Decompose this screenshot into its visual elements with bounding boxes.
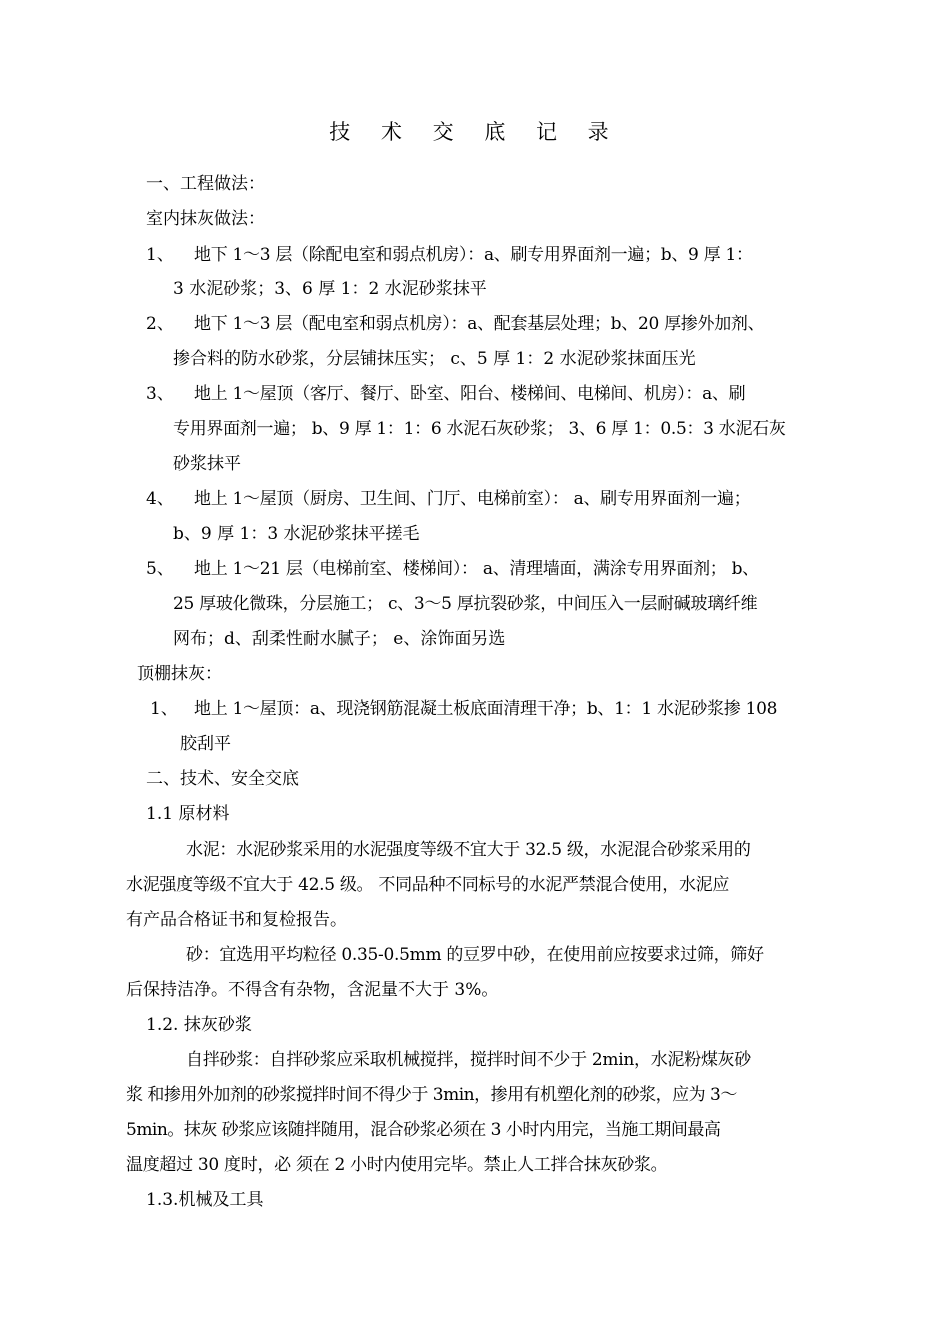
ceiling-item-1-number: 1、: [150, 699, 178, 719]
mortar-paragraph-line1: 自拌砂浆：自拌砂浆应采取机械搅拌，搅拌时间不少于 2min，水泥粉煤灰砂: [186, 1050, 751, 1070]
ceiling-item-1-line1: 地上 1～屋顶：a、现浇钢筋混凝土板底面清理干净；b、1：1 水泥砂浆掺 108: [194, 699, 778, 719]
wall-item-2-line2: 掺合料的防水砂浆，分层铺抹压实； c、5 厚 1：2 水泥砂浆抹面压光: [173, 349, 696, 369]
cement-paragraph-line1: 水泥：水泥砂浆采用的水泥强度等级不宜大于 32.5 级，水泥混合砂浆采用的: [186, 840, 751, 860]
ceiling-item-1-line2: 胶刮平: [180, 734, 231, 754]
page-title: 技 术 交 底 记 录: [329, 120, 621, 144]
wall-item-4-line1: 地上 1～屋顶（厨房、卫生间、门厅、电梯前室）： a、刷专用界面剂一遍；: [194, 489, 751, 509]
wall-item-1-number: 1、: [146, 245, 174, 265]
mortar-paragraph-line3: 5min。抹灰 砂浆应该随拌随用，混合砂浆必须在 3 小时内用完，当施工期间最高: [126, 1120, 721, 1140]
wall-item-3-line2: 专用界面剂一遍； b、9 厚 1：1：6 水泥石灰砂浆； 3、6 厚 1：0.5：3 水泥石灰: [173, 419, 786, 439]
cement-paragraph-line2: 水泥强度等级不宜大于 42.5 级。 不同品种不同标号的水泥严禁混合使用，水泥应: [126, 875, 730, 895]
raw-materials-heading: 1.1 原材料: [146, 804, 230, 824]
wall-item-4-number: 4、: [146, 489, 174, 509]
mortar-paragraph-line4: 温度超过 30 度时，必 须在 2 小时内使用完毕。禁止人工拌合抹灰砂浆。: [126, 1155, 668, 1175]
wall-item-5-number: 5、: [146, 559, 174, 579]
wall-item-1-line1: 地下 1～3 层（除配电室和弱点机房）：a、刷专用界面剂一遍；b、9 厚 1：: [194, 245, 753, 265]
wall-item-1-line2: 3 水泥砂浆；3、6 厚 1：2 水泥砂浆抹平: [173, 279, 487, 299]
wall-item-3-number: 3、: [146, 384, 174, 404]
machinery-tools-heading: 1.3.机械及工具: [146, 1190, 264, 1210]
wall-plaster-heading: 室内抹灰做法：: [146, 209, 265, 229]
wall-item-3-line3: 砂浆抹平: [173, 454, 241, 474]
plaster-mortar-heading: 1.2. 抹灰砂浆: [146, 1015, 252, 1035]
wall-item-5-line3: 网布；d、刮柔性耐水腻子； e、涂饰面另选: [173, 629, 506, 649]
ceiling-plaster-heading: 顶棚抹灰：: [137, 664, 222, 684]
sand-paragraph-line1: 砂：宜选用平均粒径 0.35-0.5mm 的豆罗中砂，在使用前应按要求过筛，筛好: [186, 945, 764, 965]
sand-paragraph-line2: 后保持洁净。不得含有杂物，含泥量不大于 3%。: [126, 980, 499, 1000]
wall-item-5-line2: 25 厚玻化微珠，分层施工； c、3～5 厚抗裂砂浆，中间压入一层耐碱玻璃纤维: [173, 594, 758, 614]
section1-heading: 一、工程做法：: [146, 174, 265, 194]
wall-item-4-line2: b、9 厚 1：3 水泥砂浆抹平搓毛: [173, 524, 420, 544]
cement-paragraph-line3: 有产品合格证书和复检报告。: [126, 910, 347, 930]
wall-item-3-line1: 地上 1～屋顶（客厅、餐厅、卧室、阳台、楼梯间、电梯间、机房）：a、刷: [194, 384, 746, 404]
section2-heading: 二、技术、安全交底: [146, 769, 299, 789]
wall-item-5-line1: 地上 1～21 层（电梯前室、楼梯间）： a、清理墙面，满涂专用界面剂； b、: [194, 559, 759, 579]
wall-item-2-line1: 地下 1～3 层（配电室和弱点机房）：a、配套基层处理；b、20 厚掺外加剂、: [194, 314, 765, 334]
wall-item-2-number: 2、: [146, 314, 174, 334]
mortar-paragraph-line2: 浆 和掺用外加剂的砂浆搅拌时间不得少于 3min，掺用有机塑化剂的砂浆，应为 3～: [126, 1085, 737, 1105]
